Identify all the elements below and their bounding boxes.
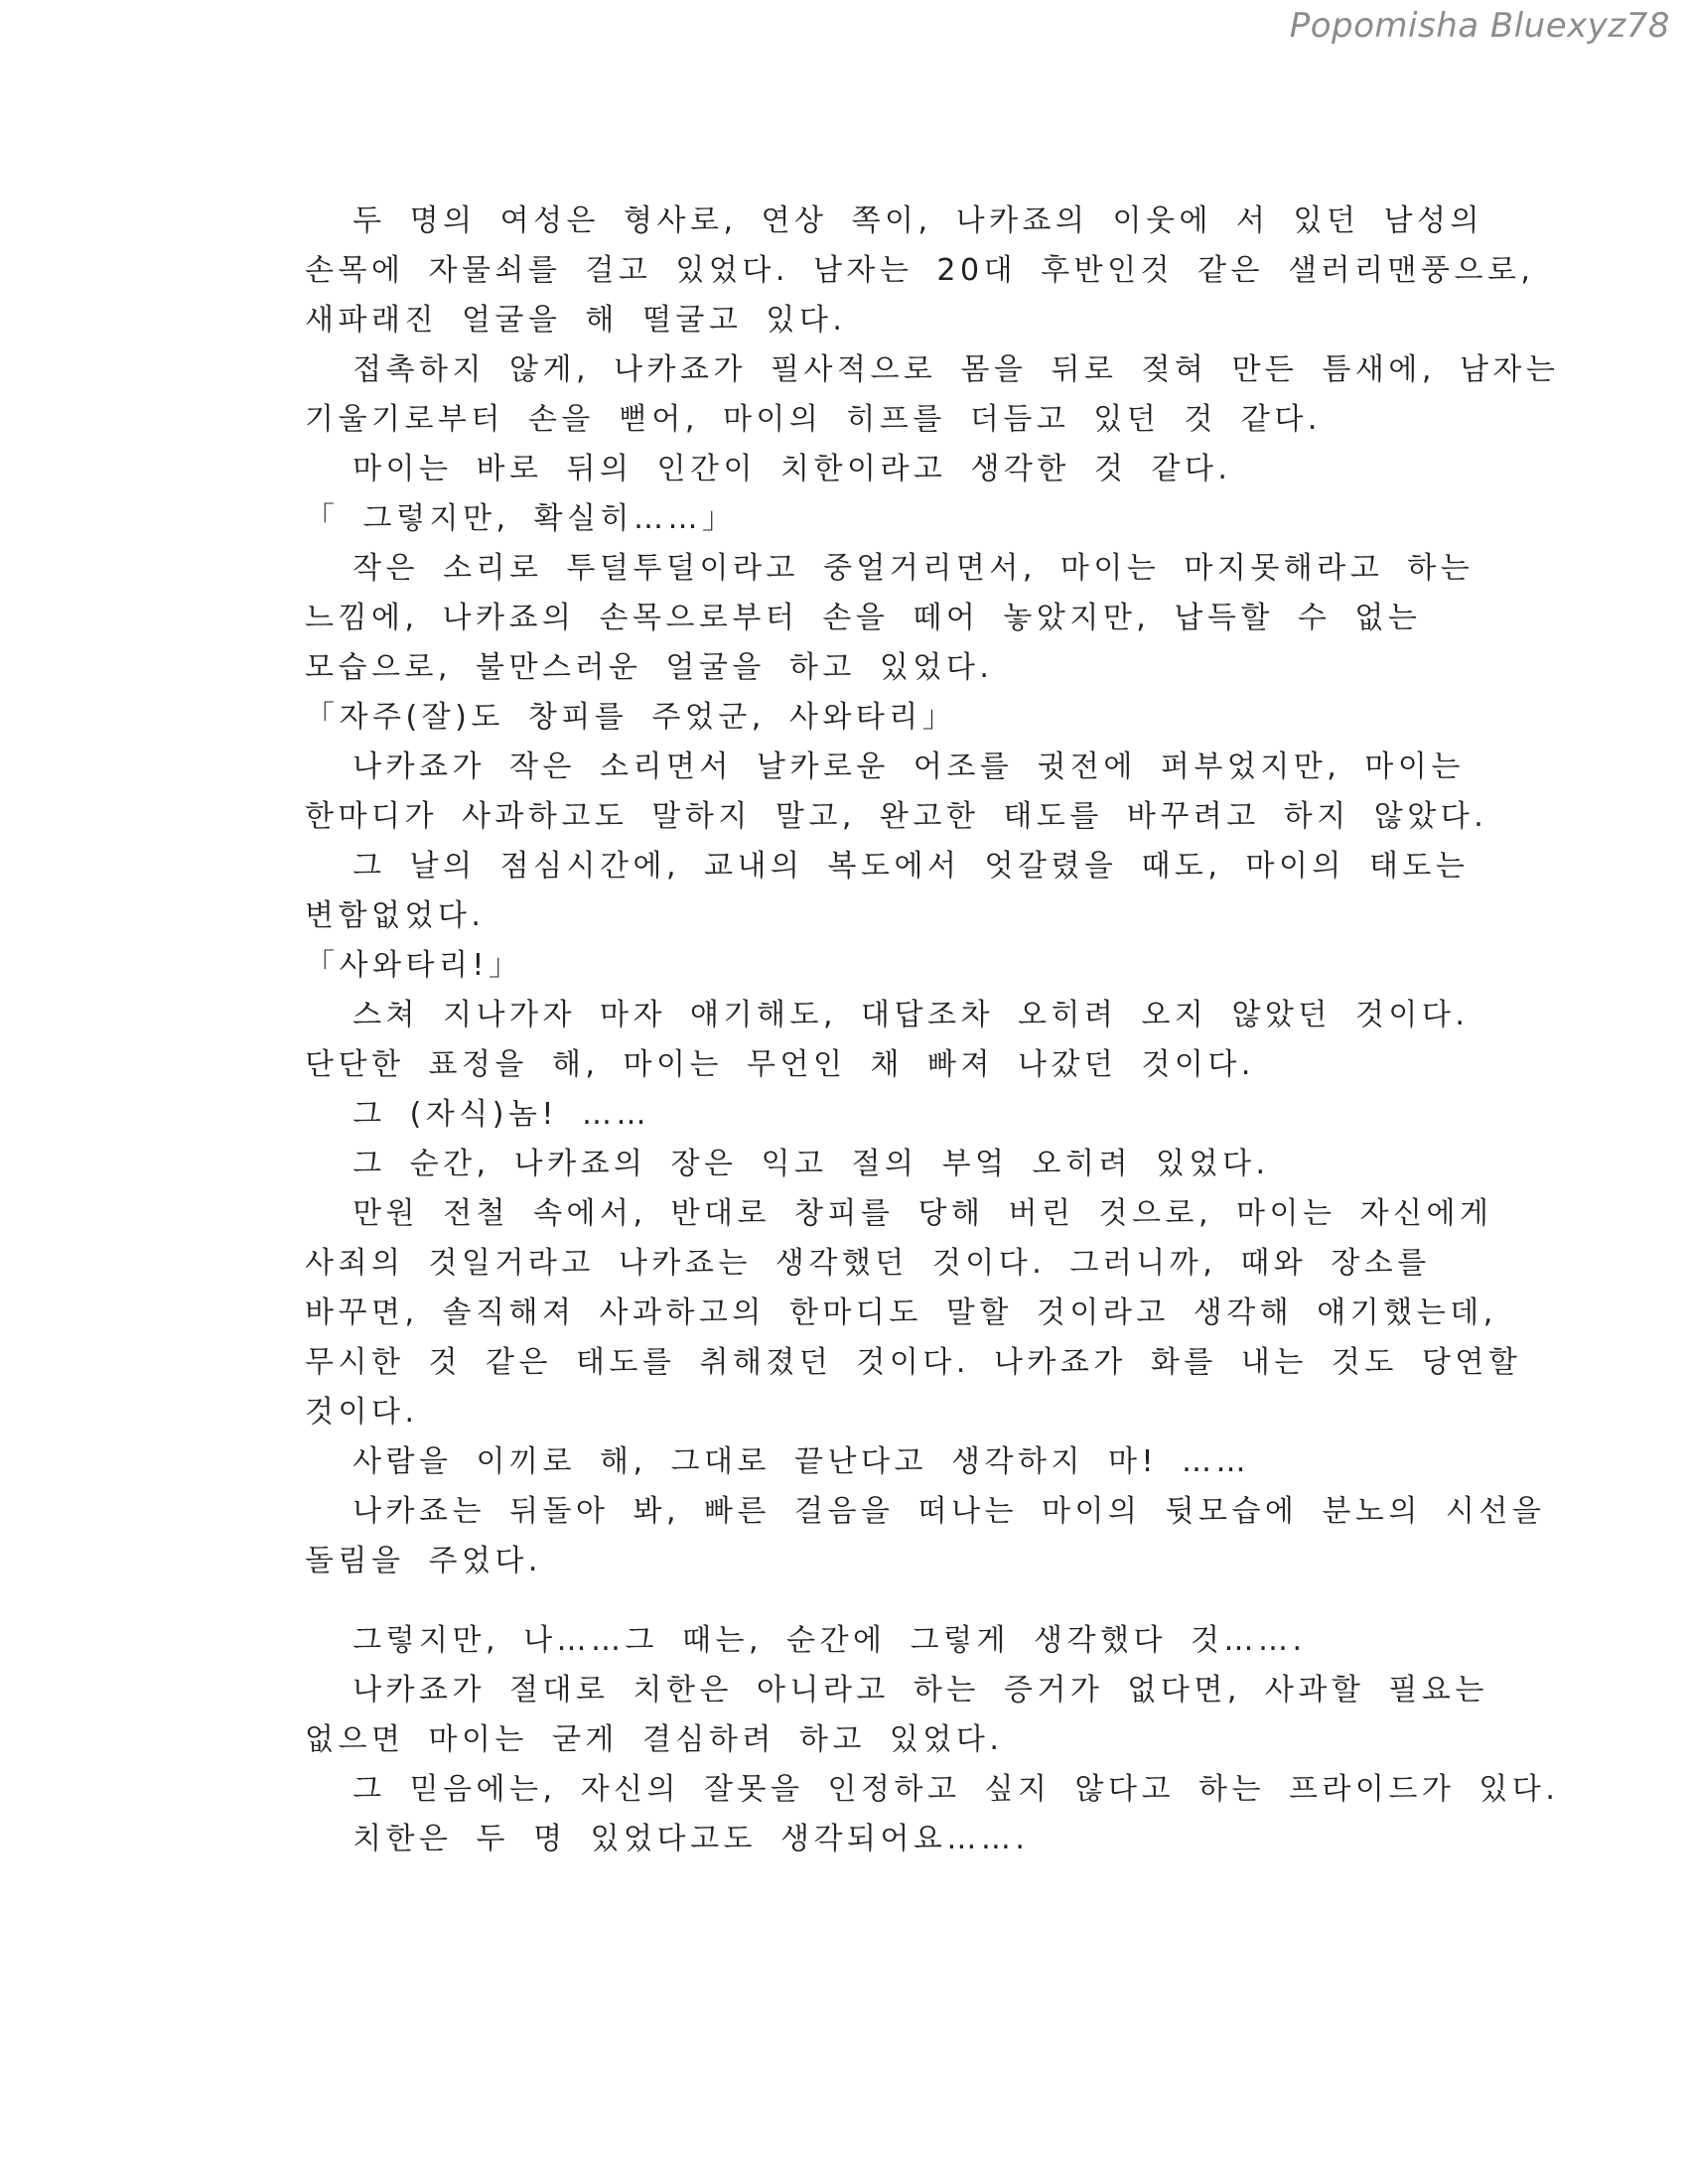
text-line: 그 (자식)놈! …… — [305, 1097, 650, 1132]
text-line: 변함없었다. — [305, 898, 486, 933]
text-line: 모습으로, 불만스러운 얼굴을 하고 있었다. — [305, 650, 994, 685]
text-line: 손목에 자물쇠를 걸고 있었다. 남자는 20대 후반인것 같은 샐러리맨풍으로, — [305, 253, 1535, 288]
text-line: 그 순간, 나카죠의 장은 익고 절의 부엌 오히려 있었다. — [305, 1147, 1270, 1181]
text-line: 새파래진 얼굴을 해 떨굴고 있다. — [305, 303, 847, 338]
text-line: 「 그렇지만, 확실히……」 — [305, 501, 737, 536]
text-line: 것이다. — [305, 1395, 419, 1430]
text-line: 마이는 바로 뒤의 인간이 치한이라고 생각한 것 같다. — [305, 452, 1232, 486]
text-line: 작은 소리로 투덜투덜이라고 중얼거리면서, 마이는 마지못해라고 하는 — [305, 551, 1475, 586]
text-line: 그 날의 점심시간에, 교내의 복도에서 엇갈렸을 때도, 마이의 태도는 — [305, 849, 1470, 884]
text-line: 나카죠는 뒤돌아 봐, 빠른 걸음을 떠나는 마이의 뒷모습에 분노의 시선을 — [305, 1494, 1546, 1529]
paragraph-gap — [305, 1586, 1387, 1616]
text-line: 한마디가 사과하고도 말하지 말고, 완고한 태도를 바꾸려고 하지 않았다. — [305, 799, 1488, 834]
text-line: 「자주(잘)도 창피를 주었군, 사와타리」 — [305, 700, 957, 735]
text-line: 단단한 표정을 해, 마이는 무언인 채 빠져 나갔던 것이다. — [305, 1047, 1255, 1082]
text-line: 두 명의 여성은 형사로, 연상 쪽이, 나카죠의 이웃에 서 있던 남성의 — [305, 204, 1483, 238]
text-line: 만원 전철 속에서, 반대로 창피를 당해 버린 것으로, 마이는 자신에게 — [305, 1196, 1493, 1231]
text-line: 느낌에, 나카죠의 손목으로부터 손을 떼어 놓았지만, 납득할 수 없는 — [305, 601, 1422, 635]
text-line: 돌림을 주었다. — [305, 1544, 542, 1578]
text-line: 바꾸면, 솔직해져 사과하고의 한마디도 말할 것이라고 생각해 얘기했는데, — [305, 1296, 1497, 1330]
text-line: 나카죠가 절대로 치한은 아니라고 하는 증거가 없다면, 사과할 필요는 — [305, 1673, 1488, 1707]
text-line: 「사와타리!」 — [305, 948, 523, 983]
text-line: 나카죠가 작은 소리면서 날카로운 어조를 귓전에 퍼부었지만, 마이는 — [305, 750, 1465, 784]
watermark: Popomisha Bluexyz78 — [1289, 6, 1670, 46]
text-line: 사죄의 것일거라고 나카죠는 생각했던 것이다. 그러니까, 때와 장소를 — [305, 1246, 1431, 1281]
text-line: 기울기로부터 손을 뻗어, 마이의 히프를 더듬고 있던 것 같다. — [305, 402, 1322, 437]
text-line: 그렇지만, 나……그 때는, 순간에 그렇게 생각했다 것……. — [305, 1623, 1307, 1658]
text-line: 없으면 마이는 굳게 결심하려 하고 있었다. — [305, 1722, 1004, 1757]
text-line: 그 믿음에는, 자신의 잘못을 인정하고 싶지 않다고 하는 프라이드가 있다. — [305, 1772, 1560, 1807]
text-line: 치한은 두 명 있었다고도 생각되어요……. — [305, 1822, 1030, 1856]
text-line: 무시한 것 같은 태도를 취해졌던 것이다. 나카죠가 화를 내는 것도 당연할 — [305, 1345, 1522, 1380]
text-line: 스쳐 지나가자 마자 얘기해도, 대답조차 오히려 오지 않았던 것이다. — [305, 998, 1470, 1032]
text-line: 접촉하지 않게, 나카죠가 필사적으로 몸을 뒤로 젖혀 만든 틈새에, 남자는 — [305, 352, 1560, 387]
page-body — [305, 197, 1560, 1864]
text-line: 사람을 이끼로 해, 그대로 끝난다고 생각하지 마! …… — [305, 1444, 1251, 1479]
